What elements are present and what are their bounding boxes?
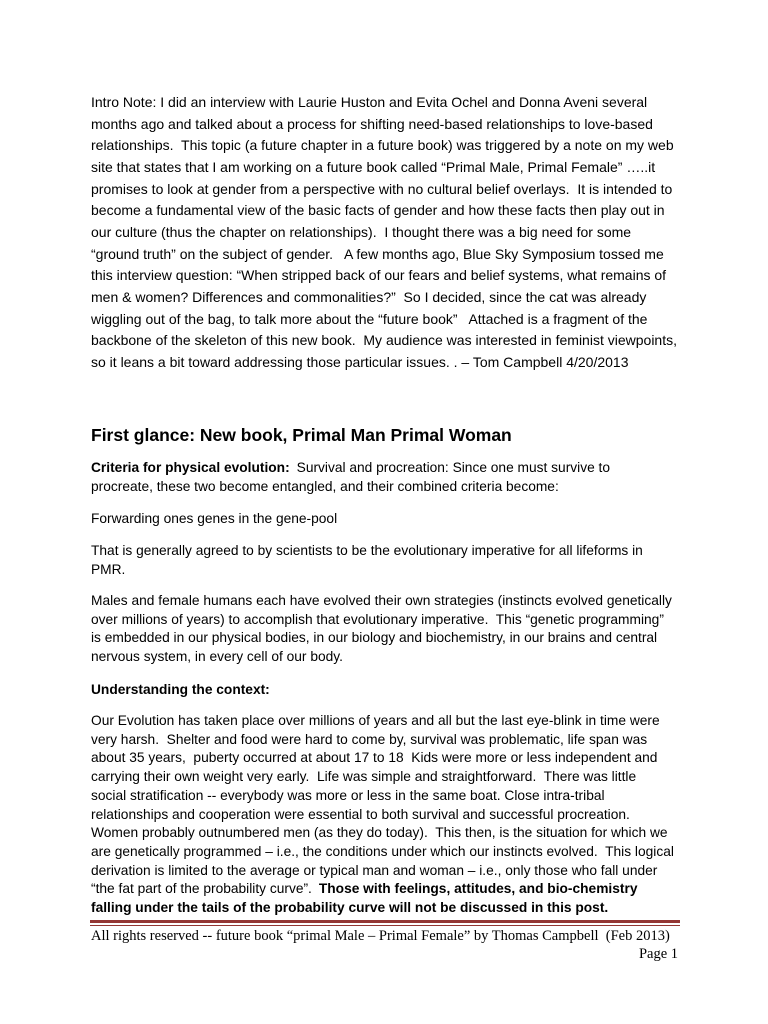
intro-note-line: so it leans a bit toward addressing those particular issues. . – Tom Campbell 4/20/2013 [91,354,629,371]
intro-note-line: “ground truth” on the subject of gender. A few months ago, Blue Sky Symposium tossed me [91,245,664,262]
context-line: social stratification -- everybody was more or less in the same boat. Close intra-tribal [91,787,605,803]
context-line: Our Evolution has taken place over millions of years and all but the last eye-blink in time were [91,713,660,728]
criteria-label: Criteria for physical evolution: [91,460,290,475]
context-line: are genetically programmed – i.e., the conditions under which our instincts evolved. This logical [91,843,674,859]
criteria-line: procreate, these two become entangled, and their combined criteria become: [91,478,559,494]
section-heading: First glance: New book, Primal Man Primal Woman [91,425,512,445]
context-line: carrying their own weight very early. Life was simple and straightforward. There was little [91,769,637,785]
context-bold-line: falling under the tails of the probability curve will not be discussed in this post. [91,900,609,916]
footer-rule-thick [90,920,680,923]
criteria-line [91,459,610,478]
footer-copyright: All rights reserved -- future book “primal Male – Primal Female” by Thomas Campbell (Feb 2013) [91,928,670,944]
intro-note-line: wiggling out of the bag, to talk more about the “future book” Attached is a fragment of the [91,310,648,327]
intro-note-line: promises to look at gender from a perspective with no cultural belief overlays. It is intended to [91,180,673,197]
intro-note-line: backbone of the skeleton of this new book. My audience was interested in feminist viewpoints, [91,332,677,349]
imperative-paragraph [91,542,643,579]
context-line [91,880,674,899]
strategies-paragraph [91,592,672,667]
intro-note-line: months ago and talked about a process for shifting need-based relationships to love-based [91,115,653,132]
page-number: Page 1 [638,946,678,962]
context-bold-text: Those with feelings, attitudes, and bio-chemistry [318,881,638,897]
context-line: very harsh. Shelter and food were hard to come by, survival was problematic, life span was [91,731,648,747]
context-line: about 35 years, puberty occurred at about 17 to 18 Kids were more or less independent and [91,750,658,766]
intro-note-line: become a fundamental view of the basic facts of gender and how these facts then play out in [91,202,665,219]
intro-note-line: this interview question: “When stripped back of our fears and belief systems, what remains of [91,267,667,284]
intro-note-line: Intro Note: I did an interview with Laurie Huston and Evita Ochel and Donna Aveni several [91,94,648,110]
intro-note [91,92,677,374]
intro-note-line: our culture (thus the chapter on relationships). I thought there was a big need for some [91,224,632,241]
strategies-line: over millions of years) to accomplish that evolutionary imperative. This “genetic programming” [91,611,664,627]
context-text: “the fat part of the probability curve”. [91,881,312,897]
intro-note-line: relationships. This topic (a future chapter in a future book) was triggered by a note on my web [91,137,674,154]
criteria-paragraph [91,459,610,496]
strategies-line: Males and female humans each have evolved their own strategies (instincts evolved genetically [91,593,672,608]
footer-rule-thin [90,925,680,926]
criteria-text: Survival and procreation: Since one must survive to [296,460,611,475]
context-line: relationships and cooperation were essential to both survival and successful procreation. [91,806,630,822]
imperative-line: PMR. [91,561,126,577]
context-heading: Understanding the context: [91,682,270,697]
forwarding-genes-line: Forwarding ones genes in the gene-pool [91,511,338,526]
context-line: derivation is limited to the average or typical man and woman – i.e., only those who fall under [91,862,658,878]
intro-note-line: site that states that I am working on a future book called “Primal Male, Primal Female” …..it [91,159,656,176]
strategies-line: is embedded in our physical bodies, in our biology and biochemistry, in our brains and central [91,630,658,646]
intro-note-line: men & women? Differences and commonalities?” So I decided, since the cat was already [91,289,647,306]
strategies-line: nervous system, in every cell of our body. [91,649,343,665]
imperative-line: That is generally agreed to by scientists to be the evolutionary imperative for all lifeforms in [91,543,643,558]
context-line: Women probably outnumbered men (as they do today). This then, is the situation for which we [91,825,668,841]
context-paragraph [91,712,674,918]
